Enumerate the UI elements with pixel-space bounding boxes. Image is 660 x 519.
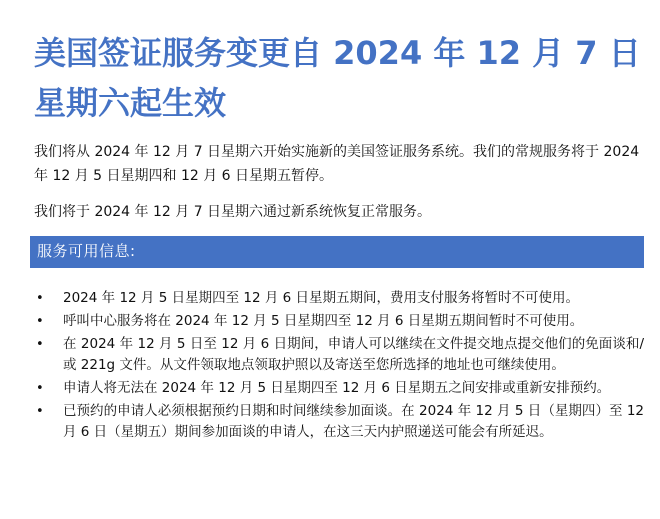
- list-item: [30, 288, 644, 309]
- section-header-bar: [30, 236, 644, 268]
- list-item: [30, 311, 644, 332]
- bullet-icon: •: [36, 337, 44, 352]
- section-header-label: 服务可用信息:: [37, 242, 136, 260]
- resume-paragraph: 我们将于 2024 年 12 月 7 日星期六通过新系统恢复正常服务。: [34, 204, 432, 220]
- bullet-icon: •: [36, 381, 44, 396]
- page-title: 美国签证服务变更自 2024 年 12 月 7 日星期六起生效: [34, 34, 641, 122]
- service-info-list: [30, 288, 644, 445]
- bullet-icon: •: [36, 314, 44, 329]
- list-item: [30, 334, 644, 376]
- list-item-text: 申请人将无法在 2024 年 12 月 5 日星期四至 12 月 6 日星期五之间安排或重新安排预约。: [63, 380, 611, 396]
- list-item: [30, 401, 644, 443]
- list-item-text: 呼叫中心服务将在 2024 年 12 月 5 日星期四至 12 月 6 日星期五期间暂时不可使用。: [63, 313, 584, 329]
- list-item: [30, 378, 644, 399]
- list-item-text: 2024 年 12 月 5 日星期四至 12 月 6 日星期五期间，费用支付服务将暂时不可使用。: [63, 290, 580, 306]
- list-item-text: 已预约的申请人必须根据预约日期和时间继续参加面谈。在 2024 年 12 月 5 日（星期四）至 12 月 6 日（星期五）期间参加面谈的申请人，在这三天内护照递送可能会有所延迟。: [63, 403, 644, 440]
- list-item-text: 在 2024 年 12 月 5 日至 12 月 6 日期间，申请人可以继续在文件提交地点提交他们的免面谈和/或 221g 文件。从文件领取地点领取护照以及寄送至您所选择的地址也可继续使用。: [63, 336, 644, 373]
- bullet-icon: •: [36, 291, 44, 306]
- bullet-icon: •: [36, 404, 44, 419]
- intro-paragraph: 我们将从 2024 年 12 月 7 日星期六开始实施新的美国签证服务系统。我们的常规服务将于 2024 年 12 月 5 日星期四和 12 月 6 日星期五暂停。: [34, 144, 640, 184]
